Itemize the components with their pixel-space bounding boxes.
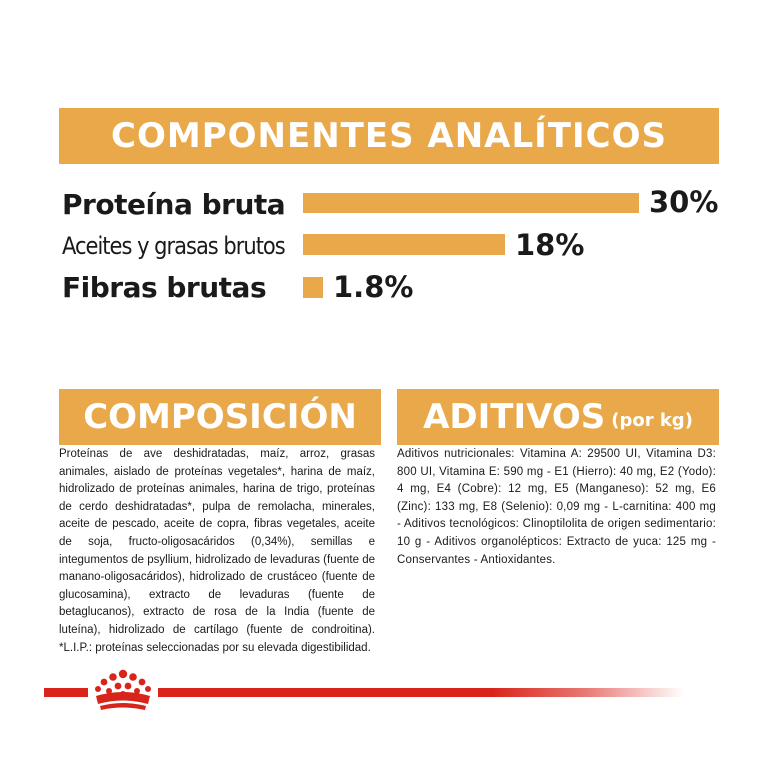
analytic-components-banner (59, 108, 719, 164)
analytic-components-title: COMPONENTES ANALÍTICOS (111, 116, 667, 156)
royal-canin-crown-icon (88, 666, 158, 714)
composition-text: Proteínas de ave deshidratadas, maíz, arroz, grasas animales, aislado de proteínas vegetales*, harina de maíz, hidrolizado de proteínas animales, harina de trigo, proteínas de cerdo deshidratadas*, pulpa de remolacha, minerales, aceite de pescado, aceite de copra, fibras vegetales, aceite de soja, fructo-oligosacáridos (0,34%), semillas e integumentos de psyllium, hidrolizado de levaduras (fuente de manano-oligosacáridos), hidrolizado de crustáceo (fuente de glucosamina), extracto de levaduras (fuente de betaglucanos), extracto de rosa de la India (fuente de luteína), hidrolizado de cartílago (fuente de condroitina). *L.I.P.: proteínas seleccionadas por su elevada digestibilidad. (59, 448, 375, 654)
analytic-bar-fat (303, 234, 505, 255)
analytic-label-fiber: Fibras brutas (62, 270, 267, 304)
analytic-row-fat (62, 229, 285, 263)
analytic-bar-protein (303, 193, 639, 213)
analytic-value-fat: 18% (515, 228, 585, 262)
additives-title: ADITIVOS (423, 397, 606, 437)
analytic-label-fat: Aceites y grasas brutos (62, 232, 285, 260)
composition-title: COMPOSICIÓN (83, 397, 357, 437)
analytic-row-protein (62, 186, 285, 222)
analytic-value-fiber: 1.8% (333, 270, 414, 304)
additives-text: Aditivos nutricionales: Vitamina A: 29500 UI, Vitamina D3: 800 UI, Vitamina E: 590 mg - E1 (Hierro): 40 mg, E2 (Yodo): 4 mg, E4 (Cobre): 12 mg, E5 (Manganeso): 52 mg, E6 (Zinc): 133 mg, E8 (Selenio): 0,09 mg - L-carnitina: 400 mg - Aditivos tecnológicos: Clinoptilolita de origen sedimentario: 10 g - Aditivos organolépticos: Extracto de yuca: 125 mg - Conservantes - Antioxidantes. (397, 448, 716, 566)
additives-subtitle: (por kg) (611, 409, 693, 431)
analytic-row-fiber (62, 269, 266, 305)
analytic-value-protein: 30% (649, 185, 719, 219)
composition-banner (59, 389, 381, 445)
additives-banner (397, 389, 719, 445)
analytic-label-protein: Proteína bruta (62, 187, 286, 221)
analytic-bar-fiber (303, 277, 323, 298)
